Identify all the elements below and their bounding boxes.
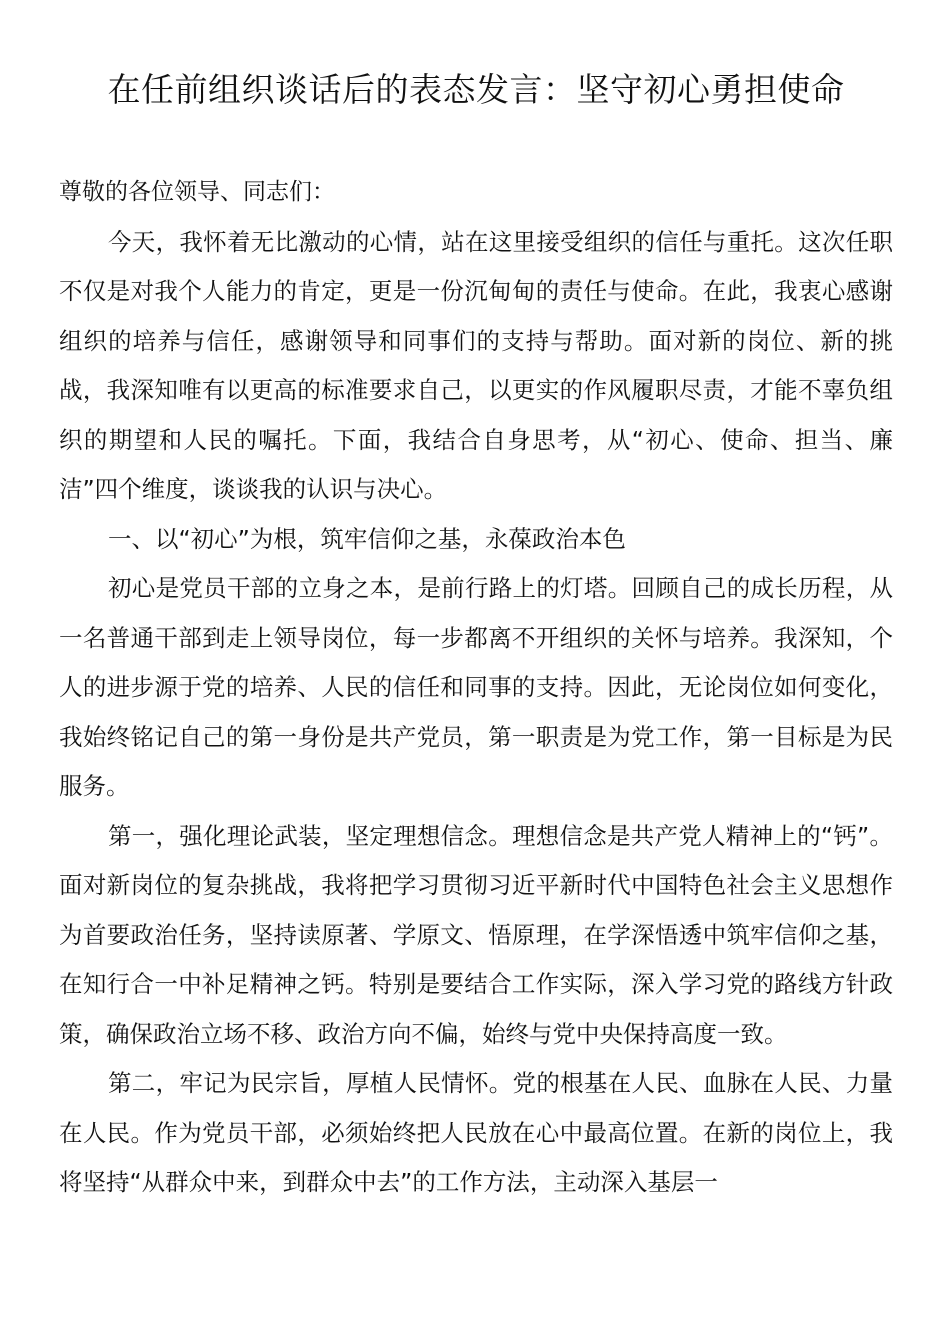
intro-paragraph: 今天，我怀着无比激动的心情，站在这里接受组织的信任与重托。这次任职不仅是对我个人能力的肯定，更是一份沉甸甸的责任与使命。在此，我衷心感谢组织的培养与信任，感谢领导和同事们的支持与帮助。面对新的岗位、新的挑战，我深知唯有以更高的标准要求自己，以更实的作风履职尽责，才能不辜负组织的期望和人民的嘱托。下面，我结合自身思考，从“初心、使命、担当、廉洁”四个维度，谈谈我的认识与决心。: [59, 227, 893, 503]
section-1-heading: 一、以“初心”为根，筑牢信仰之基，永葆政治本色: [108, 524, 626, 553]
section-1-paragraph: 初心是党员干部的立身之本，是前行路上的灯塔。回顾自己的成长历程，从一名普通干部到走上领导岗位，每一步都离不开组织的关怀与培养。我深知，个人的进步源于党的培养、人民的信任和同事的支持。因此，无论岗位如何变化，我始终铭记自己的第一身份是共产党员，第一职责是为党工作，第一目标是为民服务。: [59, 574, 893, 800]
point-1-paragraph: 第一，强化理论武装，坚定理想信念。理想信念是共产党人精神上的“钙”。面对新岗位的复杂挑战，我将把学习贯彻习近平新时代中国特色社会主义思想作为首要政治任务，坚持读原著、学原文、悟原理，在学深悟透中筑牢信仰之基，在知行合一中补足精神之钙。特别是要结合工作实际，深入学习党的路线方针政策，确保政治立场不移、政治方向不偏，始终与党中央保持高度一致。: [59, 821, 893, 1048]
document-page: [59, 58, 893, 1208]
salutation: 尊敬的各位领导、同志们：: [59, 179, 335, 205]
point-2-paragraph: 第二，牢记为民宗旨，厚植人民情怀。党的根基在人民、血脉在人民、力量在人民。作为党员干部，必须始终把人民放在心中最高位置。在新的岗位上，我将坚持“从群众中来，到群众中去”的工作方法，主动深入基层一: [59, 1069, 893, 1196]
document-title: 在任前组织谈话后的表态发言：坚守初心勇担使命: [107, 70, 845, 109]
